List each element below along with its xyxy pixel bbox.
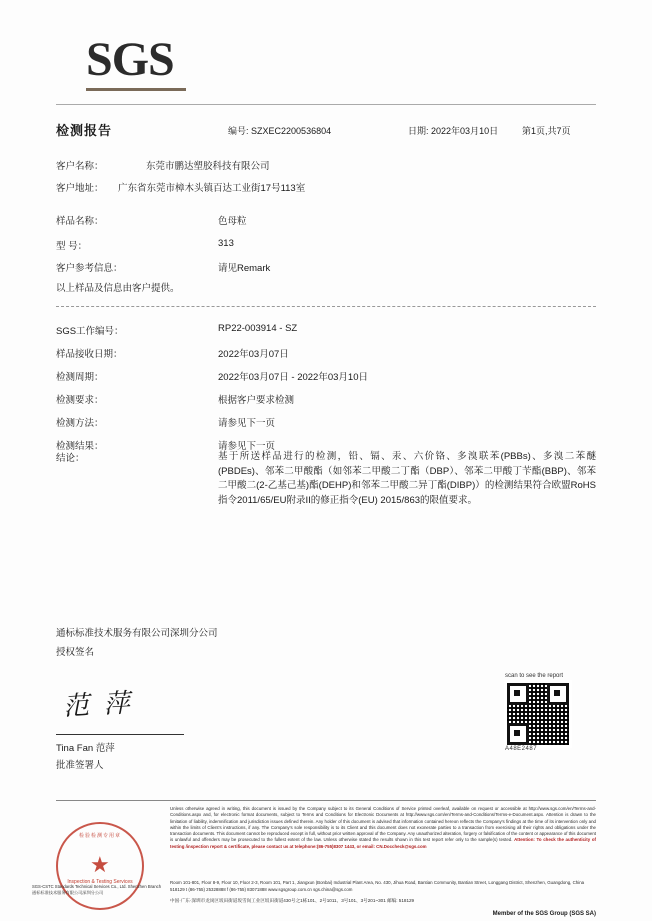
logo-underline	[86, 88, 186, 91]
client-address-value: 广东省东莞市樟木头镇百达工业街17号113室	[118, 183, 306, 194]
address-tel: t (86-755) 25328888 f (86-755) 83071888	[185, 886, 267, 892]
report-date-value: 2022年03月10日	[431, 126, 499, 136]
conclusion-text: 基于所送样品进行的检测，铅、镉、汞、六价铬、多溴联苯(PBBs)、多溴二苯醚(PBDEs)、邻苯二甲酸酯（如邻苯二甲酸二丁酯（DBP）、邻苯二甲酸丁苄酯(BBP)、邻苯二甲酸二(2-乙基己基)酯(DEHP)和邻苯二甲酸二异丁酯(DIBP)）的检测结果符合欧盟RoHS指令2011/65/EU附录II的修正指令(EU) 2015/863的限值要求。	[218, 451, 596, 507]
signatory-role: 批准签署人	[56, 760, 104, 771]
qr-code-icon[interactable]	[505, 681, 571, 747]
report-date	[408, 124, 498, 137]
legal-terms	[170, 806, 596, 850]
page-count: 第1页,共7页	[522, 126, 571, 136]
sgs-job-no-label: SGS工作编号：	[56, 326, 124, 337]
testing-period-label: 检测周期：	[56, 372, 104, 383]
footer-address-en	[170, 880, 596, 893]
handwritten-signature: 范 萍	[62, 688, 135, 722]
legal-body: Unless otherwise agreed in writing, this document is issued by the Company subject to its General Conditions of Service printed overleaf, available on request or accessible at http://www.sgs.com/en/Terms-and-Conditions.aspx and, for electronic format documents, subject to Terms and Conditions for Electronic Documents at http://www.sgs.com/en/Terms-and-Conditions/Terms-e-Document.aspx. Attention is drawn to the limitation of liability, indemnification and jurisdiction issues defined therein. Any holder of this document is advised that information contained hereon reflects the Company's findings at the time of its intervention only and within the limits of Client's instructions, if any. The Company's sole responsibility is to its Client and this document does not exonerate parties to a transaction from exercising all their rights and obligations under the transaction documents. This document cannot be reproduced except in full, without prior written approval of the Company. Any unauthorized alteration, forgery or falsification of the content or appearance of this document is unlawful and offenders may be prosecuted to the fullest extent of the law. Unless otherwise stated the results shown in this test report refer only to the sample(s) tested.	[170, 806, 596, 843]
client-reference-label: 客户参考信息：	[56, 263, 123, 274]
report-number	[228, 124, 331, 137]
client-name-label: 客户名称：	[56, 161, 104, 172]
address-mail: sgs.china@sgs.com	[313, 886, 353, 892]
sample-model-label: 型 号：	[56, 241, 88, 252]
signature-authorized-label: 授权签名	[56, 647, 95, 658]
address-line: Room 101-801, Floor 8-9, Floor 10, Floor 2-3, Room 101, Part 1, Jiangxun (Bonbai) Industrial Plant Area, No. 430, Jihua Road, Bantian Community, Bantian Street, Longgang District, Shenzhen, Guangdong, China 518129	[170, 880, 585, 892]
qr-code-text: A48E2487	[505, 746, 538, 752]
stamp-top-text: 检验检测专用章	[78, 833, 121, 839]
lab-name-cn: 通标标准技术服务有限公司深圳分公司	[32, 890, 104, 896]
conclusion-label: 结论：	[56, 453, 85, 464]
address-web: www.sgsgroup.com.cn	[267, 886, 312, 892]
header-divider	[56, 104, 596, 105]
testing-period-value: 2022年03月07日 - 2022年03月10日	[218, 372, 368, 383]
test-results-label: 检测结果：	[56, 441, 104, 452]
sample-name-label: 样品名称：	[56, 216, 104, 227]
inspection-stamp	[56, 822, 148, 914]
sample-received-date-value: 2022年03月07日	[218, 349, 289, 360]
footer-divider	[56, 800, 596, 801]
sgs-job-no-value: RP22-003914 - SZ	[218, 323, 298, 334]
stamp-mid-text: Inspection & Testing Services	[67, 879, 133, 885]
lab-name-block	[32, 884, 168, 897]
qr-eye-bottom-left	[507, 723, 529, 745]
signatory-name: Tina Fan 范萍	[56, 743, 115, 754]
signature-company: 通标标准技术服务有限公司深圳分公司	[56, 628, 218, 639]
legal-attention: Attention: To check the authenticity of testing /inspection report & certificate, please contact us at telephone:(86-755)8307 1443, or email: CN.Doccheck@sgs.com	[170, 837, 596, 849]
qr-eye-top-right	[547, 683, 569, 705]
test-results-value: 请参见下一页	[218, 441, 276, 452]
section-divider-1	[56, 306, 596, 307]
star-icon: ★	[90, 852, 110, 877]
report-number-label: 编号:	[228, 126, 249, 136]
client-reference-value: 请见Remark	[218, 263, 271, 274]
lab-name-en: SGS-CSTC Standards Technical Services Co., Ltd. Shenzhen Branch	[32, 884, 162, 889]
footer-address-cn: 中国·广东·深圳市龙岗区坂田街道坂雪岗工业区坂田街道430号之1栋101、2号1011、3号101、3号201~301 邮编: 518129	[170, 898, 415, 903]
qr-eye-top-left	[507, 683, 529, 705]
report-date-label: 日期:	[408, 126, 429, 136]
sample-name-value: 色母粒	[218, 216, 247, 227]
sample-model-value: 313	[218, 238, 234, 249]
test-requested-value: 根据客户要求检测	[218, 395, 295, 406]
test-requested-label: 检测要求：	[56, 395, 104, 406]
test-method-label: 检测方法：	[56, 418, 104, 429]
sample-note: 以上样品及信息由客户提供。	[56, 283, 180, 294]
qr-caption: scan to see the report	[505, 673, 564, 679]
signature-line	[56, 734, 184, 735]
sample-received-date-label: 样品接收日期：	[56, 349, 123, 360]
sgs-logo: SGS	[86, 33, 174, 86]
client-name-value: 东莞市鹏达塑胶科技有限公司	[146, 161, 270, 172]
client-address-label: 客户地址：	[56, 183, 104, 194]
report-number-value: SZXEC2200536804	[251, 126, 332, 136]
sgs-member-note: Member of the SGS Group (SGS SA)	[492, 911, 596, 917]
test-method-value: 请参见下一页	[218, 418, 276, 429]
page-title: 检测报告	[56, 123, 113, 138]
